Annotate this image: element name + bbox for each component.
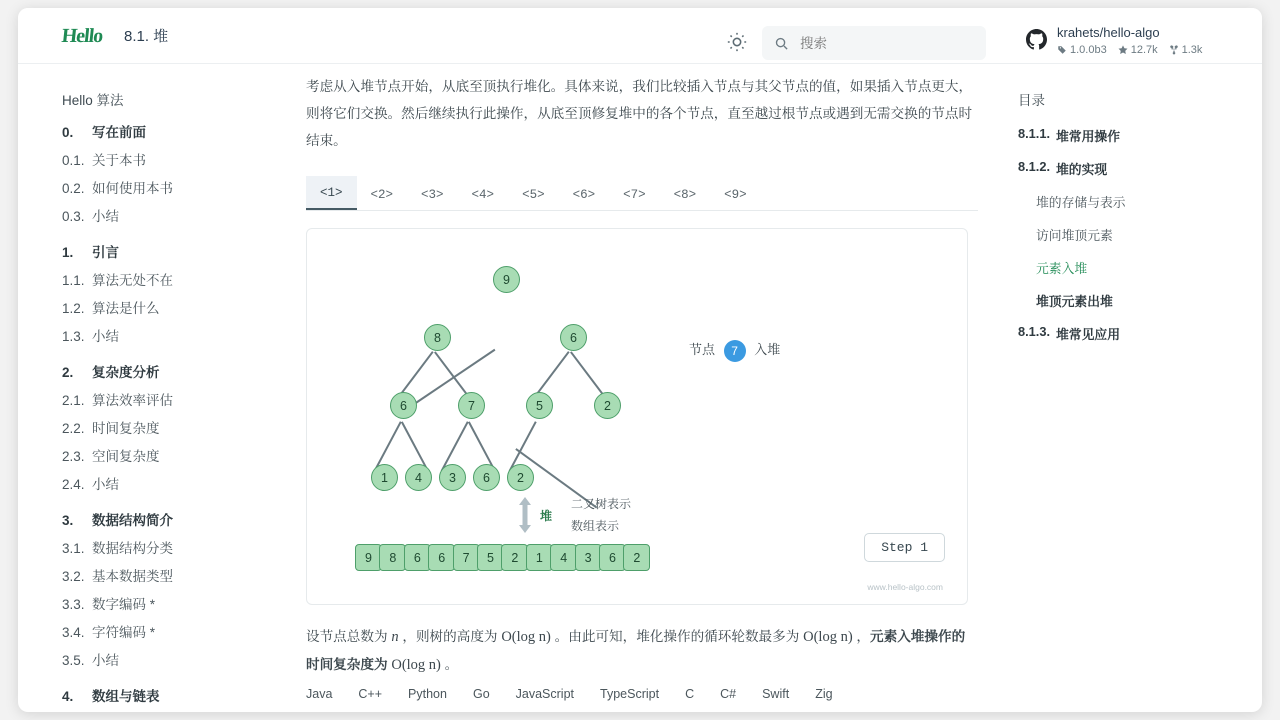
sidebar-item-16[interactable] [62,597,286,612]
sidebar-item-label: 算法是什么 [92,301,160,316]
sidebar-item-number: 0.1. [62,153,85,168]
sidebar-item-8[interactable] [62,365,286,380]
repo-link[interactable] [1026,24,1213,56]
p2-m3: O(log n) [391,657,441,673]
figure-tab-9[interactable]: <9> [724,188,747,202]
array-cell: 2 [623,544,650,571]
updown-arrow-icon [517,497,533,538]
toc-item-label: 堆常用操作 [1056,129,1120,144]
figure-tab-7[interactable]: <7> [623,188,646,202]
sidebar-item-label: 复杂度分析 [92,365,160,380]
array-cell: 4 [550,544,577,571]
sidebar-item-number: 1.3. [62,329,85,344]
sidebar [18,63,286,712]
toc-item-label: 堆的实现 [1056,162,1108,177]
sidebar-item-number: 4. [62,689,74,704]
sidebar-item-number: 2.4. [62,477,85,492]
sidebar-item-number: 1. [62,245,74,260]
sidebar-item-number: 3.3. [62,597,85,612]
figure-caption-prefix: 节点 [689,342,716,357]
p2-n: n [391,629,399,645]
array-cell: 9 [355,544,382,571]
site-logo[interactable]: Hello [60,24,104,46]
sidebar-item-label: 数据结构分类 [92,541,173,556]
sidebar-item-2[interactable] [62,181,286,196]
sidebar-item-label: 数字编码 * [92,597,156,612]
tree-node: 3 [439,464,466,491]
toc-item-4[interactable] [1036,258,1262,277]
figure-tab-6[interactable]: <6> [572,188,596,202]
language-tab-go[interactable]: Go [472,687,490,701]
toc-item-number: 8.1.3. [1018,324,1051,339]
figure-caption [689,339,780,362]
sidebar-item-15[interactable] [62,569,286,584]
repo-name[interactable]: krahets/hello-algo [1057,25,1160,40]
sidebar-item-number: 2.3. [62,449,85,464]
paragraph-complexity [306,623,978,679]
sidebar-item-6[interactable] [62,301,286,316]
sidebar-item-label: 时间复杂度 [92,421,160,436]
array-cell: 5 [477,544,504,571]
array-cell: 1 [526,544,553,571]
figure-step-tabs [306,176,978,211]
toc-list [1018,126,1262,343]
figure-tab-4[interactable]: <4> [471,188,495,202]
toc-item-number: 8.1.2. [1018,159,1051,174]
paragraph-intro: 考虑从入堆节点开始，从底至顶执行堆化。具体来说，我们比较插入节点与其父节点的值，如果插入节点更大，则将它们交换。然后继续执行此操作，从底至顶修复堆中的各个节点，直至越过根节点或遇到无需交换的节点时结束。 [306,79,973,148]
toc-item-5[interactable] [1036,291,1262,310]
array-cell: 6 [404,544,431,571]
figure-caption-suffix: 入堆 [754,342,781,357]
sidebar-item-19[interactable] [62,689,286,704]
sidebar-item-number: 3.1. [62,541,85,556]
heap-figure [306,228,968,605]
figure-tab-3[interactable]: <3> [421,188,444,202]
tree-node: 6 [390,392,417,419]
watermark: www.hello-algo.com [867,582,943,592]
sidebar-item-label: 字符编码 * [92,625,156,640]
p2-e: 元素入堆操作的时间复杂度为 [306,629,966,672]
array-representation-label: 数组表示 [571,519,620,533]
repo-stars-text: 12.7k [1130,44,1158,56]
sidebar-item-label: 小结 [92,329,119,344]
search-box[interactable] [762,26,986,60]
toc-item-label: 元素入堆 [1036,261,1088,276]
sidebar-item-label: 算法无处不在 [92,273,173,288]
toc-item-label: 堆常见应用 [1056,327,1120,342]
github-icon [1026,29,1047,50]
toc-item-6[interactable] [1018,324,1262,343]
toc-item-1[interactable] [1018,159,1262,178]
array-cell: 6 [428,544,455,571]
sidebar-item-10[interactable] [62,421,286,436]
sidebar-item-label: 小结 [92,209,119,224]
sidebar-item-number: 0.2. [62,181,85,196]
sidebar-item-number: 0. [62,125,74,140]
repo-stars [1118,44,1158,56]
p2-d: ， [852,629,871,644]
sidebar-item-12[interactable] [62,477,286,492]
language-tab-typescript[interactable]: TypeScript [600,687,660,701]
toc-item-3[interactable] [1036,225,1262,244]
sidebar-item-5[interactable] [62,273,286,288]
toc-item-0[interactable] [1018,126,1262,145]
tree-node: 8 [424,324,451,351]
sidebar-item-label: 小结 [92,477,119,492]
sidebar-item-11[interactable] [62,449,286,464]
tree-node: 4 [405,464,432,491]
sidebar-item-number: 0.3. [62,209,85,224]
toc-title: 目录 [1018,93,1045,108]
sidebar-item-4[interactable] [62,245,286,260]
tree-node: 2 [594,392,621,419]
sidebar-item-label: 如何使用本书 [92,181,173,196]
tree-node: 6 [473,464,500,491]
step-indicator: Step 1 [864,533,945,562]
array-cell: 6 [599,544,626,571]
figure-tab-2[interactable]: <2> [370,188,394,202]
browser-page [18,8,1262,712]
sidebar-item-number: 2. [62,365,74,380]
sidebar-item-number: 2.1. [62,393,85,408]
site-header [18,8,1262,64]
page-title: 8.1. 堆 [124,28,169,45]
sidebar-item-label: 算法效率评估 [92,393,173,408]
language-tab-python[interactable]: Python [408,687,447,701]
sidebar-item-number: 3. [62,513,74,528]
tree-node: 6 [560,324,587,351]
sidebar-item-7[interactable] [62,329,286,344]
language-tab-zig[interactable]: Zig [815,687,833,701]
language-tabs [306,687,996,701]
theme-toggle-icon[interactable] [726,31,748,53]
p2-b: ，则树的高度为 [398,629,502,644]
figure-tab-1[interactable]: <1> [306,176,357,210]
p2-c: 。由此可知，堆化操作的循环轮数最多为 [550,629,804,644]
sidebar-item-number: 1.2. [62,301,85,316]
sidebar-nav [18,125,286,704]
heap-label: 堆 [540,509,553,523]
sidebar-item-label: 关于本书 [92,153,146,168]
sidebar-item-label: 空间复杂度 [92,449,160,464]
sidebar-item-number: 3.2. [62,569,85,584]
language-tab-javascript[interactable]: JavaScript [515,687,575,701]
tree-node: 1 [371,464,398,491]
sidebar-item-17[interactable] [62,625,286,640]
search-input[interactable] [798,35,972,52]
toc-item-number: 8.1.1. [1018,126,1051,141]
sidebar-item-number: 3.5. [62,653,85,668]
sidebar-item-9[interactable] [62,393,286,408]
repo-forks [1169,44,1203,56]
sidebar-item-label: 写在前面 [92,125,146,140]
language-tab-swift[interactable]: Swift [762,687,790,701]
sidebar-item-label: 小结 [92,653,119,668]
sidebar-item-label: 基本数据类型 [92,569,173,584]
p2-a: 设节点总数为 [306,629,392,644]
sidebar-item-label: 引言 [92,245,119,260]
p2-m2: O(log n) [803,629,853,645]
toc-item-label: 堆的存储与表示 [1036,195,1126,210]
array-cell: 8 [379,544,406,571]
sidebar-item-18[interactable] [62,653,286,668]
tree-node: 2 [507,464,534,491]
sidebar-item-13[interactable] [62,513,286,528]
language-tab-java[interactable]: Java [306,687,333,701]
array-cell: 2 [501,544,528,571]
array-cell: 7 [453,544,480,571]
p2-f: 。 [440,657,459,672]
repo-version-text: 1.0.0b3 [1070,44,1107,56]
sidebar-item-3[interactable] [62,209,286,224]
p2-m1: O(log n) [501,629,551,645]
table-of-contents [1018,63,1262,357]
language-tab-c[interactable]: C [685,687,695,701]
tree-representation-label: 二叉树表示 [571,497,632,511]
sidebar-title: Hello 算法 [62,93,124,108]
language-tab-c[interactable]: C# [720,687,737,701]
language-tab-c[interactable]: C++ [358,687,383,701]
sidebar-item-number: 3.4. [62,625,85,640]
sidebar-item-14[interactable] [62,541,286,556]
sidebar-item-0[interactable] [62,125,286,140]
search-icon [774,36,789,51]
toc-item-label: 访问堆顶元素 [1036,228,1113,243]
toc-item-2[interactable] [1036,192,1262,211]
sidebar-item-number: 2.2. [62,421,85,436]
page-body [18,63,1262,712]
inserted-node: 7 [724,340,746,362]
toc-item-label: 堆顶元素出堆 [1036,294,1113,309]
repo-version [1057,44,1107,56]
sidebar-item-label: 数据结构简介 [92,513,173,528]
sidebar-item-number: 1.1. [62,273,85,288]
repo-forks-text: 1.3k [1181,44,1203,56]
figure-tab-5[interactable]: <5> [522,188,545,202]
sidebar-item-label: 数组与链表 [92,689,160,704]
sidebar-item-1[interactable] [62,153,286,168]
array-cell: 3 [575,544,602,571]
tree-node: 9 [493,266,520,293]
repo-stats [1057,44,1213,56]
main-content [306,63,996,712]
tree-node: 7 [458,392,485,419]
tree-node: 5 [526,392,553,419]
figure-tab-8[interactable]: <8> [673,188,697,202]
